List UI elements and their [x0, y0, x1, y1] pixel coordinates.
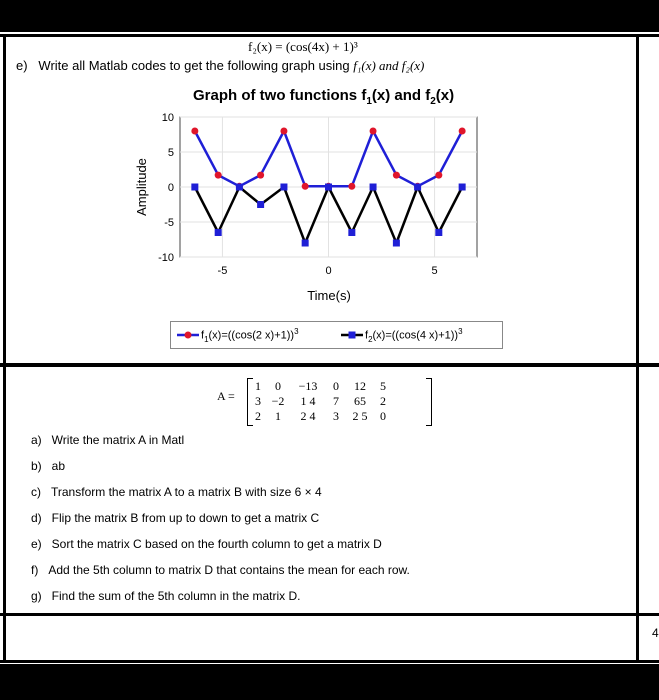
matrix-cell: 0 [333, 379, 339, 393]
data-point-f1 [302, 183, 309, 190]
task-letter: g) [31, 589, 42, 603]
question-text: Write all Matlab codes to get the following graph using [38, 58, 350, 73]
data-point-f1 [393, 172, 400, 179]
data-point-f2 [348, 229, 355, 236]
chart-legend [170, 321, 503, 349]
data-point-f1 [435, 172, 442, 179]
matrix-cell: 2 5 [352, 409, 368, 423]
matrix-cell: 1 [255, 379, 261, 393]
task-item [31, 433, 184, 447]
task-text: ab [51, 459, 66, 473]
task-text: Write the matrix A in Matl [51, 433, 185, 447]
matrix-label: A = [217, 389, 235, 403]
data-point-f2 [414, 184, 421, 191]
matrix-cell: 1 4 [300, 394, 316, 408]
data-point-f1 [370, 128, 377, 135]
data-point-f1 [459, 128, 466, 135]
legend-f1-sub: 1 [204, 334, 209, 344]
legend-marker-f2 [349, 332, 356, 339]
x-tick-label: -5 [217, 265, 228, 277]
chart-title-post: (x) [435, 87, 455, 104]
task-letter: c) [31, 485, 41, 499]
data-point-f2 [191, 184, 198, 191]
x-ticks [218, 265, 438, 277]
y-tick-label: 5 [167, 147, 174, 159]
legend-f2-sub: 2 [368, 334, 373, 344]
question-math: f₁(x) and f₂(x) [353, 58, 425, 73]
task-text: Sort the matrix C based on the fourth column to get a matrix D [51, 537, 382, 551]
task-text: Flip the matrix B from up to down to get a matrix C [51, 511, 320, 525]
legend-marker-f1 [185, 332, 192, 339]
legend-label-f1 [201, 327, 299, 344]
data-point-f1 [257, 172, 264, 179]
data-point-f2 [215, 229, 222, 236]
data-point-f2 [393, 240, 400, 247]
data-point-f1 [348, 183, 355, 190]
matrix-cell: 3 [333, 409, 339, 423]
task-item [31, 511, 319, 525]
x-axis-label: Time(s) [307, 288, 351, 303]
y-axis-label: Amplitude [134, 158, 149, 216]
matrix-bracket-right [426, 378, 432, 426]
data-point-f1 [215, 172, 222, 179]
matrix-cell: 2 [380, 394, 386, 408]
data-point-f2 [280, 184, 287, 191]
task-item [31, 563, 410, 577]
legend-f1-post: (x)=((cos(2 x)+1)) [208, 329, 295, 342]
formula-f2: f₂(x) = (cos(4x) + 1)³ [248, 39, 358, 54]
y-tick-label: -5 [164, 217, 174, 229]
matrix-cell: 0 [275, 379, 281, 393]
matrix-cell: 5 [380, 379, 386, 393]
task-letter: a) [31, 433, 42, 447]
matrix-row [251, 379, 393, 394]
matrix-cell: 0 [380, 409, 386, 423]
data-point-f2 [325, 184, 332, 191]
task-letter: d) [31, 511, 42, 525]
task-letter: e) [31, 537, 42, 551]
legend-f1-sup: 3 [294, 327, 299, 336]
matrix-cell: 2 [255, 409, 261, 423]
matrix-row [251, 394, 393, 409]
legend-f2-post: (x)=((cos(4 x)+1)) [372, 329, 459, 342]
y-tick-label: 0 [167, 182, 174, 194]
matrix-cell: 1 [275, 409, 281, 423]
y-tick-label: 10 [161, 112, 174, 124]
y-tick-label: -10 [158, 252, 174, 264]
y-ticks [158, 112, 174, 264]
task-text: Transform the matrix A to a matrix B with size 6 × 4 [51, 485, 322, 499]
task-letter: f) [31, 563, 39, 577]
matrix-cell: 7 [333, 394, 339, 408]
task-item [31, 485, 322, 499]
legend-f2-sup: 3 [458, 327, 463, 336]
task-item [31, 459, 65, 473]
chart-title-sub1: 1 [366, 96, 372, 107]
task-item [31, 589, 300, 603]
task-text: Add the 5th column to matrix D that contains the mean for each row. [48, 563, 410, 577]
data-point-f2 [370, 184, 377, 191]
legend-f1-pre: f [201, 329, 205, 342]
matrix-cell: 65 [354, 394, 366, 408]
matrix-cell: 3 [255, 394, 261, 408]
chart-title-sub2: 2 [430, 96, 436, 107]
data-point-f2 [435, 229, 442, 236]
task-text: Find the sum of the 5th column in the matrix D. [51, 589, 301, 603]
task-item [31, 537, 382, 551]
legend-label-f2 [365, 327, 463, 344]
matrix-row [251, 409, 393, 424]
matrix-cell: 2 4 [300, 409, 316, 423]
data-point-f1 [280, 128, 287, 135]
x-tick-label: 5 [431, 265, 438, 277]
data-point-f2 [459, 184, 466, 191]
chart-title-pre: Graph of two functions f [193, 87, 367, 104]
matrix-cell: 12 [354, 379, 366, 393]
data-point-f2 [257, 201, 264, 208]
chart-title-mid: (x) and f [371, 87, 431, 104]
data-point-f2 [236, 184, 243, 191]
legend-f2-pre: f [365, 329, 369, 342]
data-point-f1 [191, 128, 198, 135]
edge-marker: 4 [652, 626, 659, 640]
matrix-cell: −13 [298, 379, 318, 393]
x-tick-label: 0 [325, 265, 332, 277]
task-letter: b) [31, 459, 42, 473]
matrix-cell: −2 [271, 394, 285, 408]
question-letter: e) [16, 58, 28, 73]
data-point-f2 [302, 240, 309, 247]
